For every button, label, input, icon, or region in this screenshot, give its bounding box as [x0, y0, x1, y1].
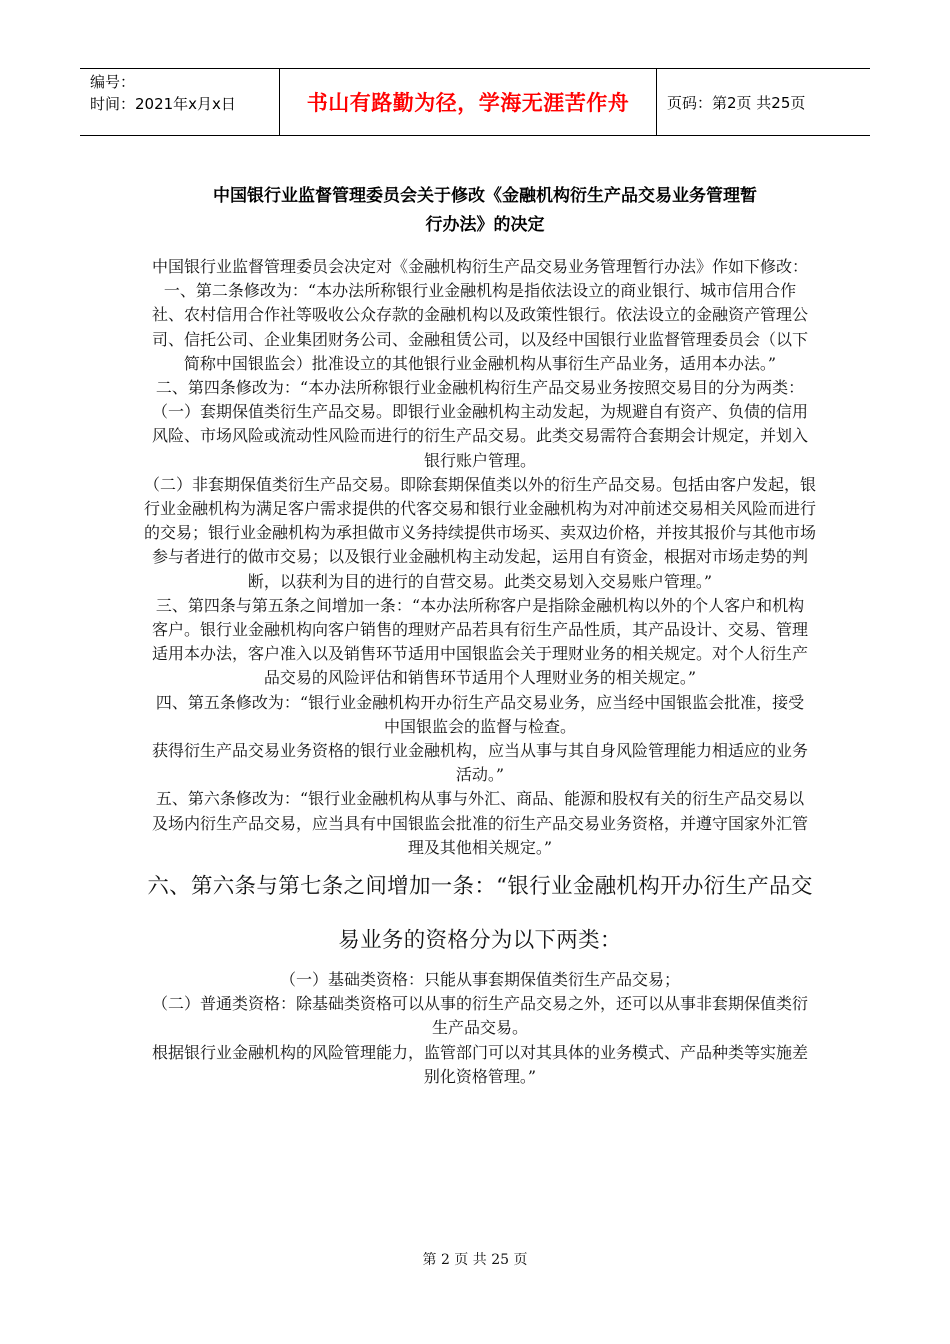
document-body — [143, 255, 816, 1089]
paragraph: 中国银行业监督管理委员会决定对《金融机构衍生产品交易业务管理暂行办法》作如下修改： — [151, 257, 808, 276]
paragraph: 获得衍生产品交易业务资格的银行业金融机构，应当从事与其自身风险管理能力相适应的业务活动。” — [151, 741, 808, 785]
paragraph: 二、第四条修改为：“本办法所称银行业金融机构衍生产品交易业务按照交易目的分为两类： — [155, 378, 805, 398]
time-label: 时间：2021年x月x日 — [90, 95, 236, 113]
title-line-1: 中国银行业监督管理委员会关于修改《金融机构衍生产品交易业务管理暂 — [213, 186, 757, 206]
paragraph: 根据银行业金融机构的风险管理能力，监管部门可以对其具体的业务模式、产品种类等实施差别化资格管理。” — [151, 1042, 808, 1086]
document-title — [160, 182, 810, 240]
paragraph-large: 六、第六条与第七条之间增加一条：“银行业金融机构开办衍生产品交易业务的资格分为以下两类： — [147, 874, 813, 954]
paragraph: （二）非套期保值类衍生产品交易。即除套期保值类以外的衍生产品交易。包括由客户发起，银行业金融机构为满足客户需求提供的代客交易和银行业金融机构为对冲前述交易相关风险而进行的交易；银行业金融机构为承担做市义务持续提供市场买、卖双边价格，并按其报价与其他市场参与者进行的做市交易；以及银行业金融机构主动发起，运用自有资金，根据对市场走势的判断，以获利为目的进行的自营交易。此类交易划入交易账户管理。” — [143, 474, 816, 591]
motto-text: 书山有路勤为径，学海无涯苦作舟 — [280, 69, 657, 135]
title-line-2: 行办法》的决定 — [425, 215, 545, 235]
paragraph: 三、第四条与第五条之间增加一条：“本办法所称客户是指除金融机构以外的个人客户和机构客户。银行业金融机构向客户销售的理财产品若具有衍生产品性质，其产品设计、交易、管理适用本办法，客户准入以及销售环节适用中国银监会关于理财业务的相关规定。对个人衍生产品交易的风险评估和销售环节适用个人理财业务的相关规定。” — [151, 595, 808, 688]
document-header — [80, 68, 870, 136]
paragraph: 五、第六条修改为：“银行业金融机构从事与外汇、商品、能源和股权有关的衍生产品交易以及场内衍生产品交易，应当具有中国银监会批准的衍生产品交易业务资格，并遵守国家外汇管理及其他相关规定。” — [151, 789, 808, 857]
paragraph: （一）套期保值类衍生产品交易。即银行业金融机构主动发起，为规避自有资产、负债的信用风险、市场风险或流动性风险而进行的衍生产品交易。此类交易需符合套期会计规定，并划入银行账户管理。 — [151, 402, 808, 470]
page-code: 页码：第2页 共25页 — [667, 93, 806, 112]
page-footer: 第 2 页 共 25 页 — [422, 1252, 528, 1268]
number-label: 编号： — [90, 73, 136, 91]
paragraph: （二）普通类资格：除基础类资格可以从事的衍生产品交易之外，还可以从事非套期保值类衍生产品交易。 — [151, 994, 808, 1038]
paragraph: （一）基础类资格：只能从事套期保值类衍生产品交易； — [279, 970, 680, 990]
header-info-cell — [80, 69, 280, 135]
paragraph: 一、第二条修改为：“本办法所称银行业金融机构是指依法设立的商业银行、城市信用合作社、农村信用合作社等吸收公众存款的金融机构以及政策性银行。依法设立的金融资产管理公司、信托公司、企业集团财务公司、金融租赁公司，以及经中国银行业监督管理委员会（以下简称中国银监会）批准设立的其他银行业金融机构从事衍生产品业务，适用本办法。” — [151, 281, 808, 373]
paragraph: 四、第五条修改为：“银行业金融机构开办衍生产品交易业务，应当经中国银监会批准，接受中国银监会的监督与检查。 — [155, 692, 805, 736]
